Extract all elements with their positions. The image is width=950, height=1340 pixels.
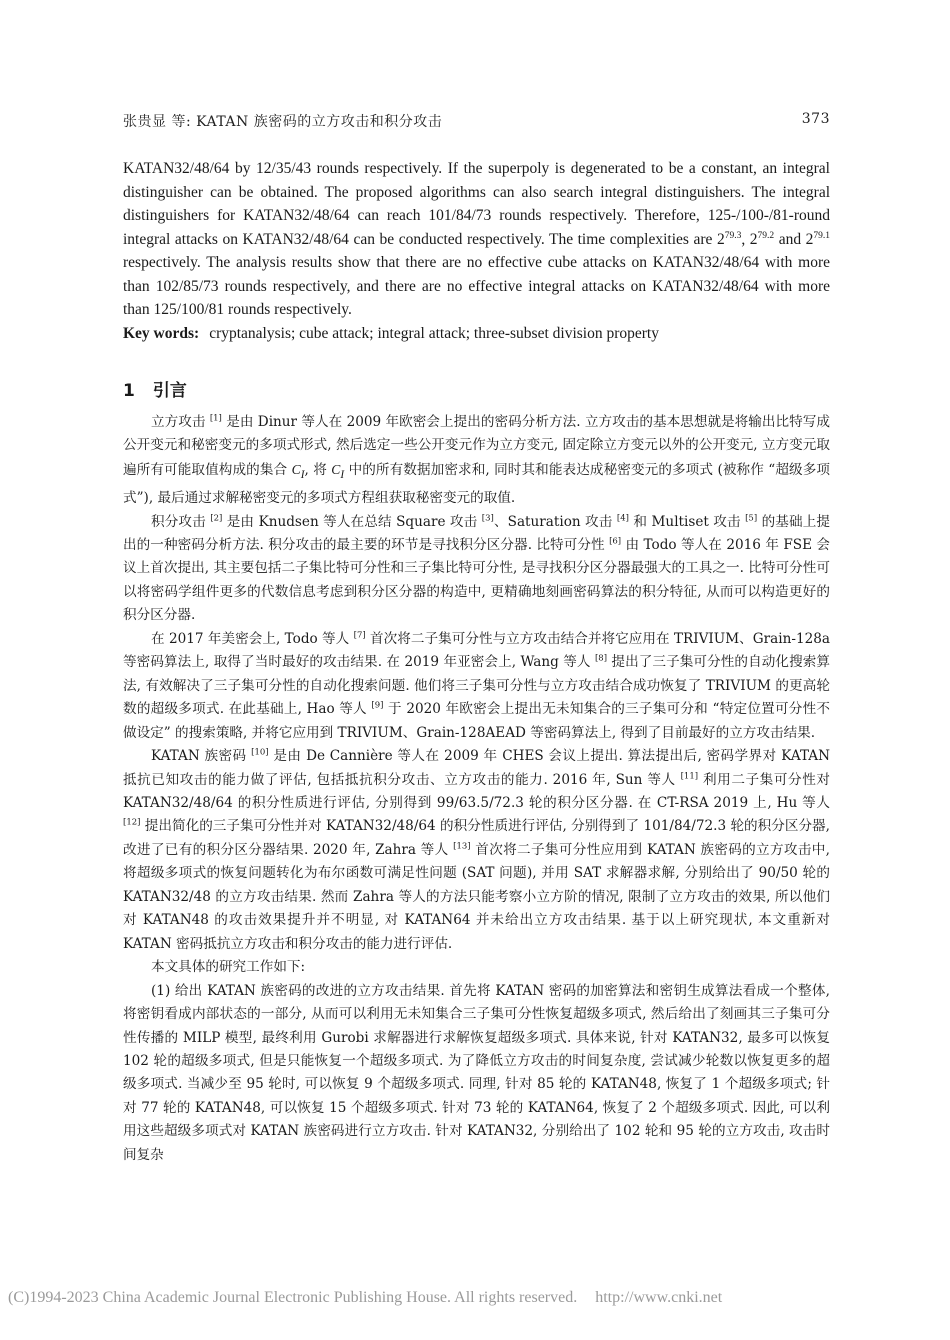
abstract-text-2: , 2	[741, 230, 758, 248]
math-symbol: C	[291, 461, 301, 477]
text: 利用二子集可分性对 KATAN32/48/64 的积分性质进行评估, 分别得到 99/63.5/72.3 轮的积分区分器. 在 CT-RSA 2019 上, Hu 等人	[123, 771, 830, 811]
citation: [6]	[609, 536, 622, 547]
paragraph	[123, 511, 830, 628]
citation: [7]	[353, 630, 366, 641]
text: 立方攻击	[151, 414, 210, 430]
copyright-footer	[8, 1289, 948, 1307]
abstract-continuation	[123, 157, 830, 322]
citation: [10]	[251, 747, 269, 758]
keywords	[123, 322, 830, 345]
copyright-text: (C)1994-2023 China Academic Journal Electronic Publishing House. All rights reserved.	[8, 1289, 578, 1306]
citation: [2]	[210, 513, 223, 523]
text: 由 Todo 等人在 2016 年 FSE 会议上首次提出, 其主要包括二子集比特可分性和三子集比特可分性, 是寻找积分区分器最强大的工具之一. 比特可分性可以将密码学组件更多的代数信息考虑到积分区分器的构造中, 更精确地刻画密码算法的积分特征, 从而可以构造更好的积分区分器.	[123, 536, 830, 624]
math-subscript: I	[340, 468, 345, 481]
text: , 将	[304, 461, 332, 478]
citation: [13]	[453, 841, 471, 852]
paragraph: (1) 给出 KATAN 族密码的改进的立方攻击结果. 首先将 KATAN 密码的加密算法和密钥生成算法看成一个整体, 将密钥看成内部状态的一部分, 从而可以利用无未知集合三子集可分性恢复超级多项式, 然后给出了刻画其三子集可分性传播的 MILP 模型, 最终利用 Gurobi 求解器进行求解恢复超级多项式. 具体来说, 针对 KATAN32, 最多可以恢复 102 轮的超级多项式, 但是只能恢复一个超级多项式. 为了降低立方攻击的时间复杂度, 尝试减少轮数以恢复更多的超级多项式. 当减少至 95 轮时, 可以恢复 9 个超级多项式. 同理, 针对 85 轮的 KATAN48, 恢复了 1 个超级多项式; 针对 77 轮的 KATAN48, 可以恢复 15 个超级多项式. 针对 73 轮的 KATAN64, 恢复了 2 个超级多项式. 因此, 可以利用这些超级多项式对 KATAN 族密码进行立方攻击. 针对 KATAN32, 分别给出了 102 轮和 95 轮的立方攻击, 攻击时间复杂	[123, 982, 830, 1163]
citation: [5]	[745, 513, 758, 523]
text: 于 2020 年欧密会上提出无未知集合的三子集可分和 “特定位置可分性不做设定” 的搜索策略, 并将它应用到 TRIVIUM、Grain-128AEAD 等密码算法上, 得到了目前最好的立方攻击结果.	[123, 701, 830, 741]
section-number: 1	[123, 381, 135, 401]
text: 中的所有数据加密求和, 同时其和能表达成秘密变元的多项式 (被称作 “超级多项式”), 最后通过求解秘密变元的多项式方程组获取秘密变元的取值.	[123, 461, 830, 507]
keywords-text: cryptanalysis; cube attack; integral attack; three-subset division property	[209, 325, 659, 342]
text: 是由 De Cannière 等人在 2009 年 CHES 会议上提出. 算法提出后, 密码学界对 KATAN 抵抗已知攻击的能力做了评估, 包括抵抗积分攻击、立方攻击的能力. 2016 年, Sun 等人	[123, 748, 830, 788]
section-heading	[123, 376, 187, 401]
paragraph	[123, 628, 830, 745]
text: 、Saturation 攻击	[493, 513, 617, 530]
paragraph	[123, 411, 830, 511]
text: 在 2017 年美密会上, Todo 等人	[151, 630, 354, 647]
paragraph	[123, 745, 830, 956]
body-text	[123, 411, 830, 1167]
keywords-label: Key words:	[123, 325, 200, 342]
page-number: 373	[801, 111, 830, 127]
abstract-text-1: KATAN32/48/64 by 12/35/43 rounds respectively. If the superpoly is degenerated to be a constant, an integral distinguisher can be obtained. The proposed algorithms can also search integral distinguishers. The integral distinguishers for KATAN32/48/64 can reach 101/84/73 rounds respectively. Therefore, 125-/100-/81-round integral attacks on KATAN32/48/64 can be conducted respectively. The time complexities are 2	[123, 160, 830, 248]
citation: [1]	[209, 413, 222, 424]
paragraph: 本文具体的研究工作如下:	[151, 959, 306, 976]
text: 的基础上提出的一种密码分析方法. 积分攻击的最主要的环节是寻找积分区分器. 比特可分性	[123, 513, 830, 553]
abstract-text-3: and 2	[774, 230, 814, 248]
exponent-3: 79.1	[813, 230, 830, 241]
exponent-2: 79.2	[757, 230, 775, 241]
text: KATAN 族密码	[151, 748, 252, 765]
citation: [3]	[481, 513, 494, 523]
footer-url[interactable]: http://www.cnki.net	[595, 1289, 723, 1306]
text: 积分攻击	[151, 513, 211, 530]
citation: [9]	[371, 700, 384, 711]
text: 是由 Dinur 等人在 2009 年欧密会上提出的密码分析方法. 立方攻击的基本思想就是将输出比特写成公开变元和秘密变元的多项式形式, 然后选定一些公开变元作为立方变元, 固定除立方变元以外的公开变元, 立方变元取遍所有可能取值构成的集合	[123, 414, 830, 478]
section-title: 引言	[152, 381, 187, 401]
abstract-text-4: respectively. The analysis results show that there are no effective cube attacks on KATAN32/48/64 with more than 102/85/73 rounds respectively, and there are no effective integral attacks on KATAN32/48/64 with more than 125/100/81 rounds respectively.	[123, 254, 830, 318]
text: 提出了三子集可分性的自动化搜索算法, 有效解决了三子集可分性的自动化搜索问题. 他们将三子集可分性与立方攻击结合成功恢复了 TRIVIUM 的更高轮数的超级多项式. 在此基础上, Hao 等人	[123, 654, 831, 718]
citation: [8]	[594, 653, 608, 664]
exponent-1: 79.3	[724, 230, 742, 241]
running-header	[123, 111, 830, 131]
math-symbol: C	[331, 461, 341, 477]
text: 首次将二子集可分性应用到 KATAN 族密码的立方攻击中, 将超级多项式的恢复问题转化为布尔函数可满足性问题 (SAT 问题), 并用 SAT 求解器求解, 分别给出了 90/50 轮的 KATAN32/48 的立方攻击结果. 然而 Zahra 等人的方法只能考察小立方阶的情况, 限制了立方攻击的效果, 所以他们对 KATAN48 的攻击效果提升并不明显, 对 KATAN64 并未给出立方攻击结果. 基于以上研究现状, 本文重新对 KATAN 密码抵抗立方攻击和积分攻击的能力进行评估.	[123, 841, 830, 952]
running-title: 张贵显 等: KATAN 族密码的立方攻击和积分攻击	[123, 114, 443, 130]
citation: [11]	[680, 770, 699, 781]
citation: [12]	[123, 817, 141, 828]
text: 是由 Knudsen 等人在总结 Square 攻击	[222, 513, 482, 530]
text: 首次将二子集可分性与立方攻击结合并将它应用在 TRIVIUM、Grain-128a 等密码算法上, 取得了当时最好的攻击结果. 在 2019 年亚密会上, Wang 等人	[123, 630, 830, 671]
text: 和 Multiset 攻击	[628, 513, 746, 530]
text: 提出简化的三子集可分性并对 KATAN32/48/64 的积分性质进行评估, 分别得到了 101/84/72.3 轮的积分区分器, 改进了已有的积分区分器结果. 2020 年, Zahra 等人	[123, 818, 830, 858]
citation: [4]	[616, 513, 629, 523]
math-subscript: I	[300, 468, 305, 481]
